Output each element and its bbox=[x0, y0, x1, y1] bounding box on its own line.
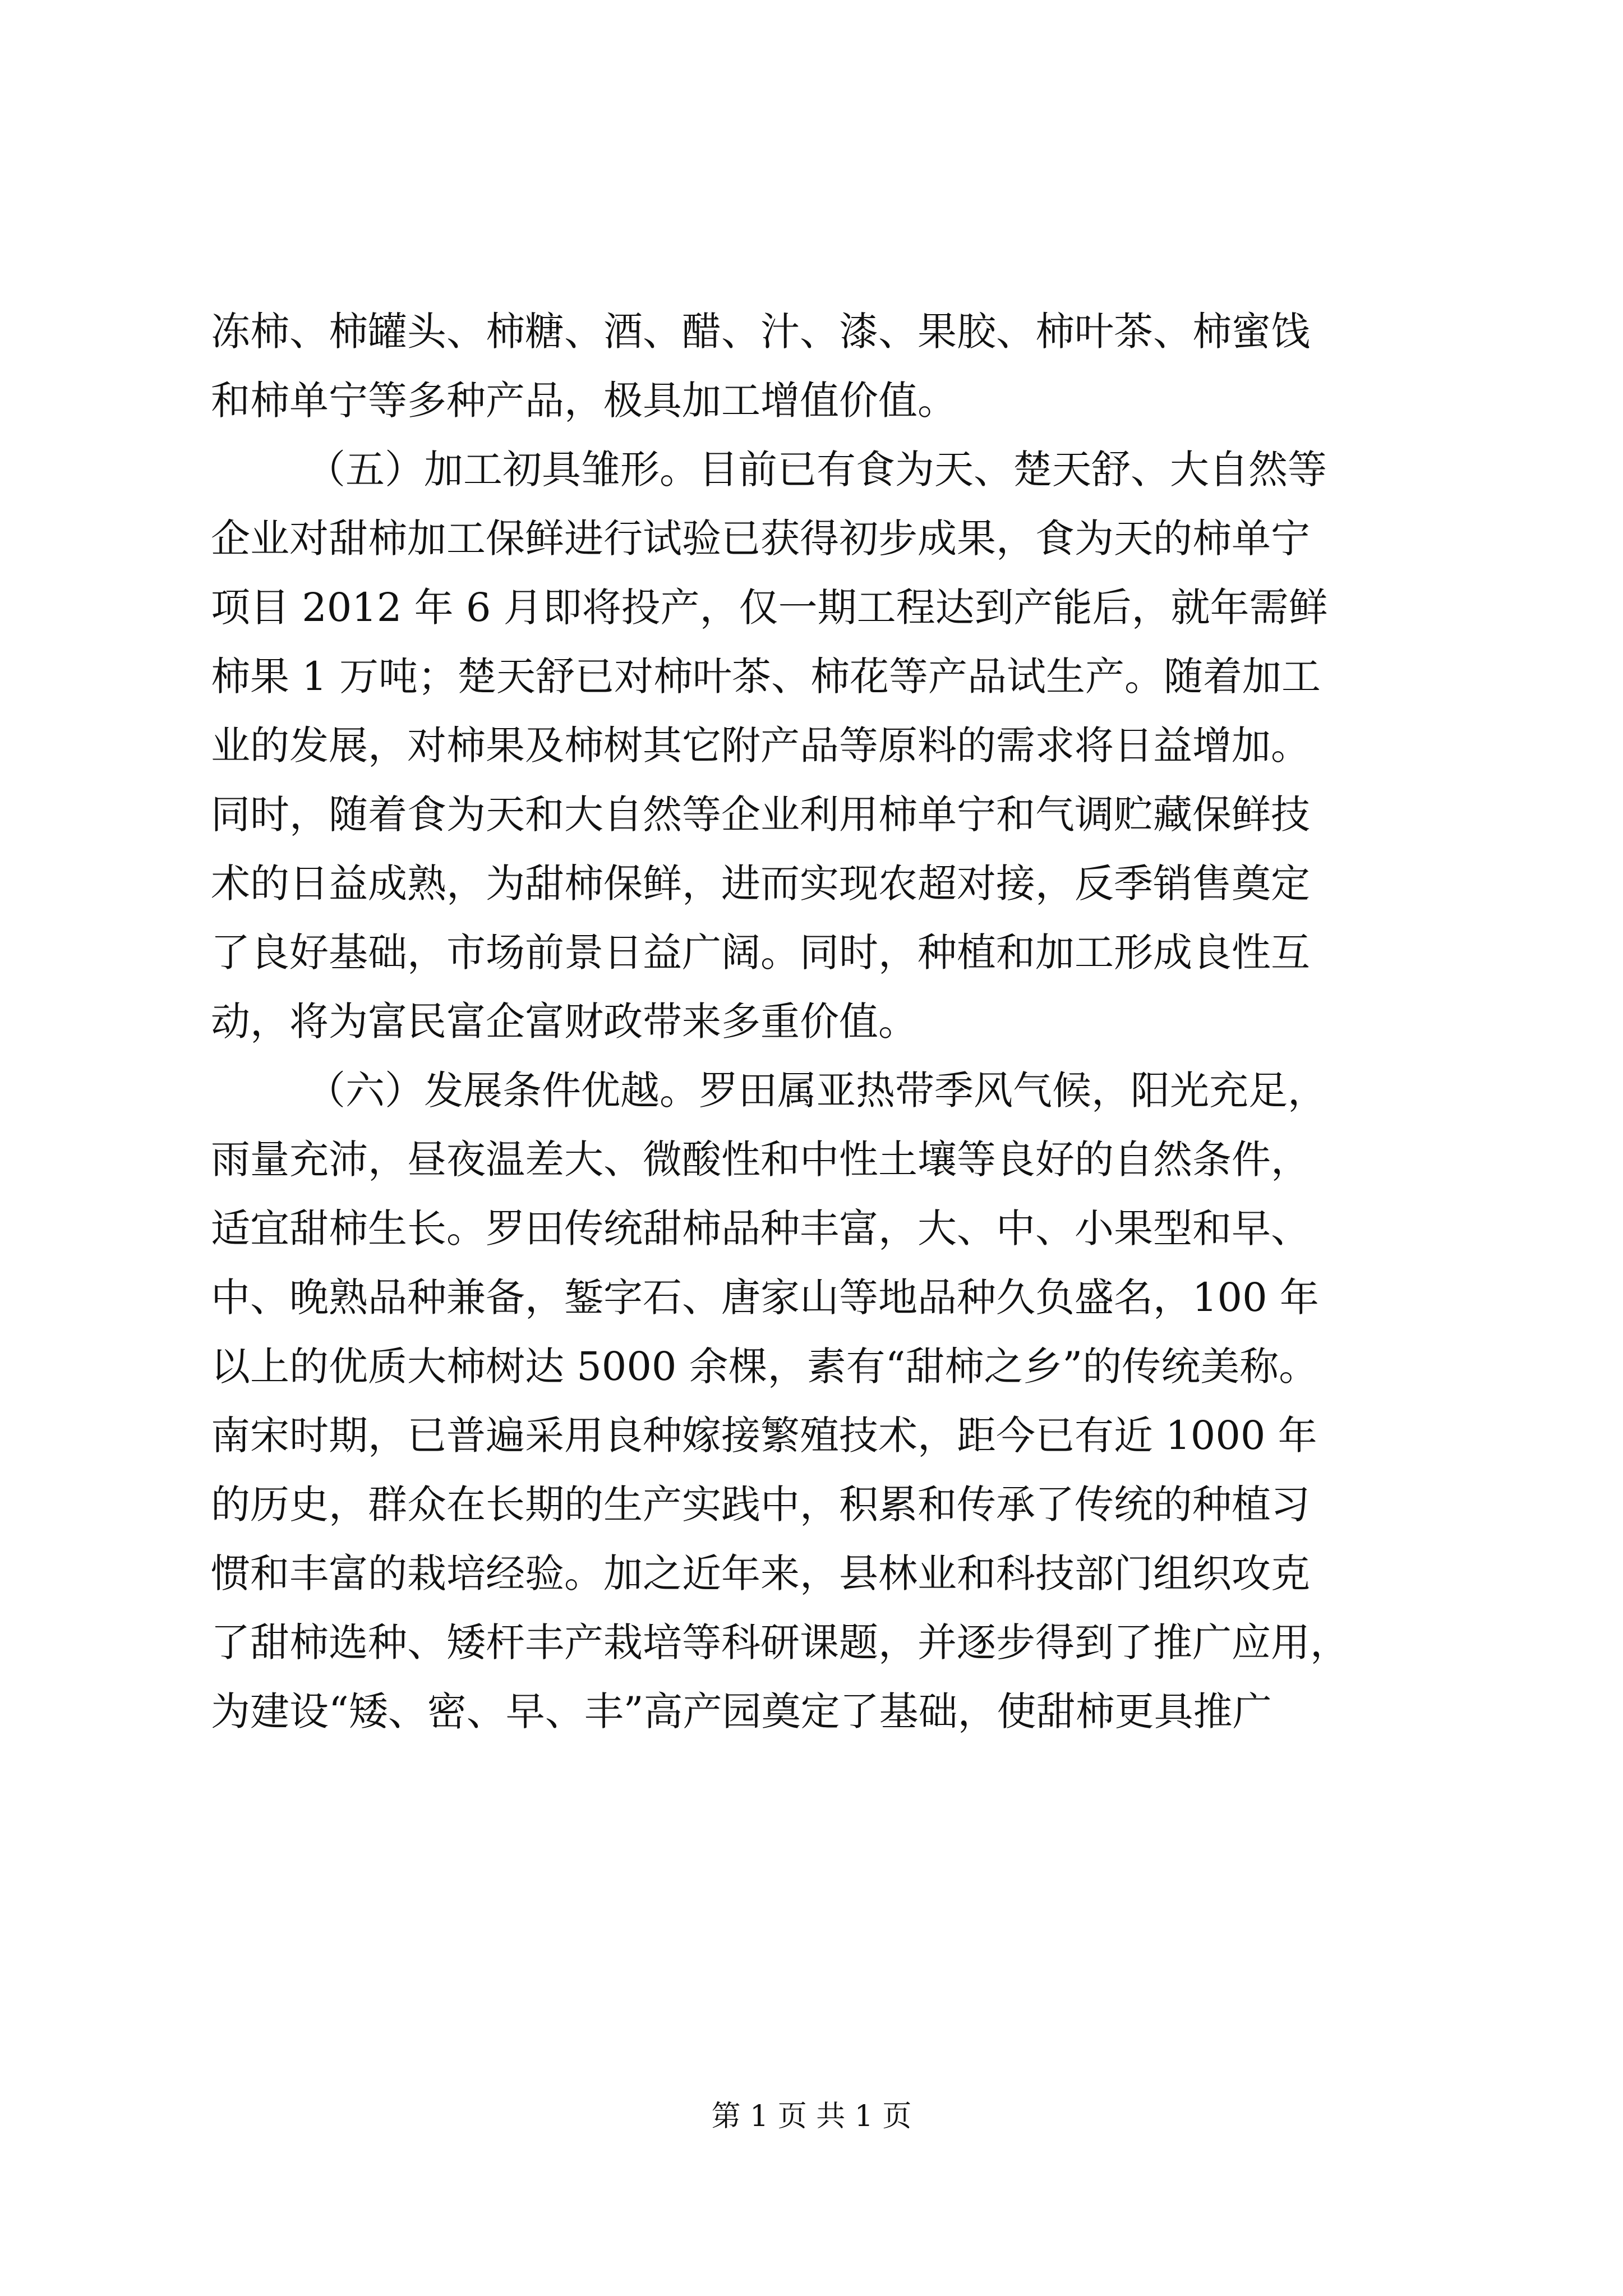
text-line: 动，将为富民富企富财政带来多重价值。 bbox=[211, 999, 917, 1045]
text-line: 中、晚熟品种兼备，錾字石、唐家山等地品种久负盛名，100 年 bbox=[211, 1274, 1319, 1320]
text-line: 业的发展，对柿果及柿树其它附产品等原料的需求将日益增加。 bbox=[211, 723, 1310, 769]
page-number-footer: 第 1 页 共 1 页 bbox=[711, 2100, 912, 2133]
text-line: 术的日益成熟，为甜柿保鲜，进而实现农超对接，反季销售奠定 bbox=[211, 861, 1310, 907]
text-line: 柿果 1 万吨；楚天舒已对柿叶茶、柿花等产品试生产。随着加工 bbox=[211, 654, 1321, 700]
text-line: 和柿单宁等多种产品，极具加工增值价值。 bbox=[211, 378, 957, 424]
text-line: 为建设“矮、密、早、丰”高产园奠定了基础，使甜柿更具推广 bbox=[211, 1688, 1272, 1734]
text-line: 雨量充沛，昼夜温差大、微酸性和中性土壤等良好的自然条件， bbox=[211, 1137, 1310, 1182]
text-line: 惯和丰富的栽培经验。加之近年来，县林业和科技部门组织攻克 bbox=[211, 1550, 1310, 1596]
text-line: 南宋时期，已普遍采用良种嫁接繁殖技术，距今已有近 1000 年 bbox=[211, 1412, 1317, 1458]
text-line: 以上的优质大柿树达 5000 余棵，素有“甜柿之乡”的传统美称。 bbox=[211, 1343, 1318, 1389]
text-line: 的历史，群众在长期的生产实践中，积累和传承了传统的种植习 bbox=[211, 1481, 1310, 1527]
text-line: 冻柿、柿罐头、柿糖、酒、醋、汁、漆、果胶、柿叶茶、柿蜜饯 bbox=[211, 309, 1310, 355]
document-body bbox=[211, 297, 1422, 1746]
text-line: 企业对甜柿加工保鲜进行试验已获得初步成果，食为天的柿单宁 bbox=[211, 516, 1310, 562]
text-line: 同时，随着食为天和大自然等企业利用柿单宁和气调贮藏保鲜技 bbox=[211, 792, 1310, 838]
text-line: 了甜柿选种、矮杆丰产栽培等科研课题，并逐步得到了推广应用， bbox=[211, 1619, 1349, 1665]
text-line: 项目 2012 年 6 月即将投产，仅一期工程达到产能后，就年需鲜 bbox=[211, 585, 1328, 631]
text-line: 了良好基础，市场前景日益广阔。同时，种植和加工形成良性互 bbox=[211, 930, 1310, 976]
paragraph-heading-line: （五）加工初具雏形。目前已有食为天、楚天舒、大自然等 bbox=[306, 447, 1327, 493]
paragraph-heading-line: （六）发展条件优越。罗田属亚热带季风气候，阳光充足， bbox=[306, 1068, 1327, 1114]
text-line: 适宜甜柿生长。罗田传统甜柿品种丰富，大、中、小果型和早、 bbox=[211, 1205, 1310, 1251]
